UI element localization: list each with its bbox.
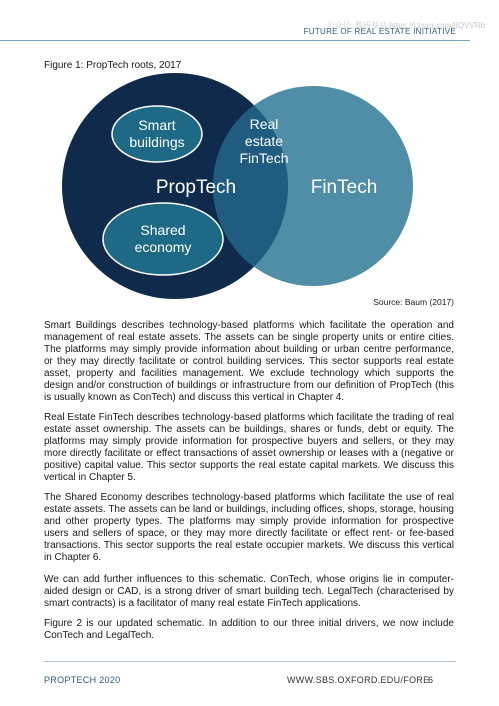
- smart-label-line1: Smart: [138, 117, 176, 133]
- real-estate-label-line1: Real: [249, 116, 279, 132]
- paragraph-real-estate-fintech: Real Estate FinTech describes technology-based platforms which facilitate the trading of real estate asset ownership. The assets can be buildings, shares or funds, debt or equity. The platforms may simply provide information for prospective buyers and sellers, or they may more directly facilitate or effect transactions of asset ownership or leases with a (negative or positive) capital value. This sector supports the real estate capital markets. We discuss this vertical in Chapter 5.: [44, 412, 454, 483]
- smart-label-line2: buildings: [129, 134, 185, 150]
- footer-report-title: PROPTECH 2020: [44, 675, 121, 685]
- paragraph-shared-economy: The Shared Economy describes technology-based platforms which facilitate the use of real estate assets. The assets can be land or buildings, including offices, shops, storage, housing and other property types. The platforms may simply provide information for prospective users and sellers of space, or they may more directly facilitate or effect rent- or fee-based transactions. This sector supports the real estate occupier markets. We discuss this vertical in Chapter 6.: [44, 492, 454, 563]
- watermark-text: 公众号: 数研基站 https://l.zsxq.com/IIQVVRb: [326, 21, 485, 30]
- real-estate-label-line2: estate: [244, 133, 284, 149]
- paragraph-figure-2: Figure 2 is our updated schematic. In addition to our three initial drivers, we now include ConTech and LegalTech.: [44, 618, 454, 641]
- shared-label-line1: Shared: [140, 222, 186, 238]
- figure-title: Figure 1: PropTech roots, 2017: [44, 60, 182, 71]
- venn-diagram: [0, 0, 499, 320]
- header-title: FUTURE OF REAL ESTATE INITIATIVE: [303, 27, 456, 36]
- page-number: 6: [428, 675, 434, 685]
- fintech-label: FinTech: [310, 177, 378, 198]
- figure-source: Source: Baum (2017): [373, 297, 454, 307]
- shared-label-line2: economy: [134, 239, 192, 255]
- paragraph-further-influences: We can add further influences to this schematic. ConTech, whose origins lie in computer-aided design or CAD, is a strong driver of smart building tech. LegalTech (characterised by smart contracts) is a facilitator of many real estate FinTech applications.: [44, 574, 454, 609]
- paragraph-smart-buildings: Smart Buildings describes technology-based platforms which facilitate the operation and management of real estate assets. The assets can be single property units or entire cities. The platforms may simply provide information about building or urban centre performance, or they may directly facilitate or control building services. This sector supports real estate asset, property and facilities management. We exclude technology which supports the design and/or construction of buildings or infrastructure from our definition of PropTech (this is usually known as ConTech) and discuss this vertical in Chapter 4.: [44, 320, 454, 403]
- footer-url: WWW.SBS.OXFORD.EDU/FORE: [287, 675, 430, 685]
- footer-rule: [44, 661, 456, 662]
- proptech-label: PropTech: [155, 177, 237, 198]
- real-estate-label-line3: FinTech: [239, 150, 289, 166]
